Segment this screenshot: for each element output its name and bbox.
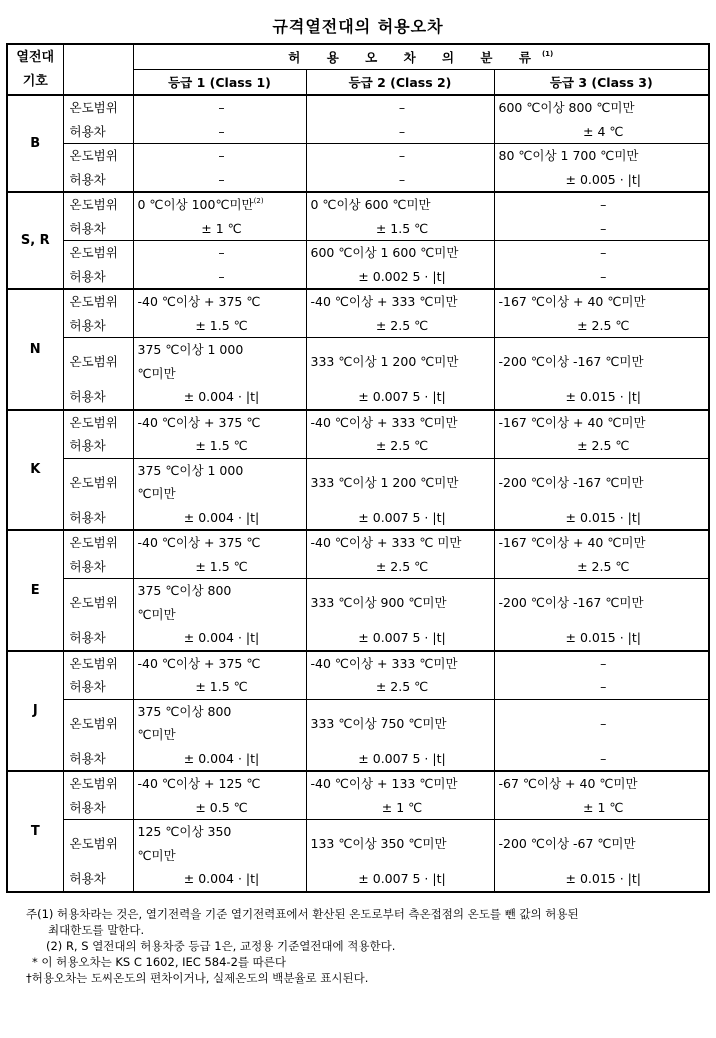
class1-cell — [133, 410, 306, 459]
range-value: ℃미만 — [137, 847, 176, 863]
range-value: – — [398, 100, 406, 115]
tolerance-value: ± 2.5 ℃ — [375, 438, 429, 453]
class3-cell — [494, 241, 709, 290]
category-header-text: 허 용 오 차 의 분 류 — [288, 50, 542, 65]
table-row — [7, 289, 709, 338]
table-row — [7, 458, 709, 530]
range-value: ℃미만 — [137, 606, 176, 622]
footnote-2: (2) R, S 열전대의 허용차중 등급 1은, 교정용 기준열전대에 적용한다. — [46, 939, 396, 953]
code-header — [7, 44, 63, 95]
tolerance-label: 허용차 — [69, 389, 106, 404]
row-labels — [63, 651, 133, 700]
class3-cell — [494, 338, 709, 410]
table-row — [7, 410, 709, 459]
range-value: -200 ℃이상 -167 ℃미만 — [498, 595, 644, 610]
tolerance-value: ± 0.004 · |t| — [183, 630, 260, 645]
range-value: -40 ℃이상 + 375 ℃ — [137, 535, 261, 550]
class3-cell — [494, 289, 709, 338]
row-labels — [63, 699, 133, 771]
class2-cell — [306, 651, 494, 700]
range-value: -67 ℃이상 + 40 ℃미만 — [498, 776, 638, 791]
class3-cell — [494, 820, 709, 892]
row-labels — [63, 579, 133, 651]
tolerance-value: – — [600, 750, 607, 766]
range-value: 333 ℃이상 1 200 ℃미만 — [310, 354, 459, 369]
tolerance-value: – — [600, 220, 607, 236]
class2-cell — [306, 338, 494, 410]
class3-cell — [494, 144, 709, 193]
tolerance-value: ± 0.004 · |t| — [183, 389, 260, 404]
tolerance-value: ± 0.002 5 · |t| — [358, 268, 446, 284]
tolerance-value: ± 2.5 ℃ — [577, 438, 630, 453]
class1-cell — [133, 771, 306, 820]
class1-cell — [133, 651, 306, 700]
tolerance-value: ± 2.5 ℃ — [375, 317, 429, 333]
tolerance-label: 허용차 — [69, 509, 106, 525]
class3-cell — [494, 458, 709, 530]
tolerance-label: 허용차 — [69, 171, 106, 187]
table-row — [7, 699, 709, 771]
class2-cell — [306, 144, 494, 193]
tolerance-value: ± 0.007 5 · |t| — [358, 389, 446, 404]
range-label: 온도범위 — [69, 414, 118, 430]
range-value: -200 ℃이상 -167 ℃미만 — [498, 474, 644, 490]
tolerance-value: ± 4 ℃ — [583, 123, 624, 139]
class2-cell — [306, 95, 494, 144]
class3-cell — [494, 530, 709, 579]
tolerance-value: ± 1.5 ℃ — [195, 679, 248, 694]
table-row — [7, 579, 709, 651]
range-value-with-note — [138, 193, 306, 217]
range-value: -200 ℃이상 -167 ℃미만 — [498, 354, 644, 369]
table-row — [7, 192, 709, 241]
range-label: 온도범위 — [69, 535, 118, 550]
class2-cell — [306, 530, 494, 579]
thermocouple-code: N — [7, 289, 63, 410]
class1-cell — [133, 579, 306, 651]
tolerance-value: ± 2.5 ℃ — [577, 317, 630, 333]
tolerance-value: ± 0.004 · |t| — [183, 750, 260, 766]
tolerance-value: ± 0.015 · |t| — [565, 509, 641, 525]
tolerance-value: ± 0.007 5 · |t| — [358, 871, 446, 886]
tolerance-label: 허용차 — [69, 123, 106, 139]
range-label: 온도범위 — [69, 197, 118, 212]
footnote-mark: (2) — [253, 197, 264, 205]
range-value: 80 ℃이상 1 700 ℃미만 — [498, 148, 639, 163]
category-header — [133, 44, 709, 70]
range-value: -40 ℃이상 + 375 ℃ — [137, 655, 261, 671]
range-value: 333 ℃이상 1 200 ℃미만 — [310, 474, 459, 490]
table-row — [7, 651, 709, 700]
tolerance-value: ± 0.004 · |t| — [183, 509, 260, 525]
class2-cell — [306, 820, 494, 892]
range-value: -40 ℃이상 + 333 ℃미만 — [310, 655, 458, 671]
tolerance-label: 허용차 — [69, 438, 106, 453]
footnote-1: 주(1) 허용차라는 것은, 열기전력을 기준 열기전력표에서 환산된 온도로부터 측온접점의 온도를 뺀 값의 허용된 — [26, 907, 579, 921]
class1-cell — [133, 338, 306, 410]
tolerance-value: ± 0.5 ℃ — [195, 799, 248, 815]
range-value: – — [600, 245, 607, 260]
range-value: -40 ℃이상 + 125 ℃ — [137, 776, 261, 791]
class2-cell — [306, 410, 494, 459]
footnote-1-cont: 최대한도를 말한다. — [48, 923, 145, 937]
range-value: – — [218, 245, 225, 260]
class1-cell — [133, 241, 306, 290]
range-value: 0 ℃이상 100℃미만 — [137, 197, 254, 212]
row-labels — [63, 410, 133, 459]
table-row — [7, 144, 709, 193]
range-value: – — [398, 148, 406, 163]
range-value: 333 ℃이상 750 ℃미만 — [310, 715, 447, 731]
footnote-standard: * 이 허용오차는 KS C 1602, IEC 584-2를 따른다 — [32, 955, 286, 969]
range-value: -40 ℃이상 + 375 ℃ — [137, 414, 261, 430]
footnote-dagger: †허용오차는 도씨온도의 편차이거나, 실제온도의 백분율로 표시된다. — [26, 971, 369, 985]
tolerance-table — [6, 43, 710, 893]
row-labels — [63, 241, 133, 290]
range-value: 600 ℃이상 1 600 ℃미만 — [310, 245, 459, 260]
range-label: 온도범위 — [69, 836, 118, 851]
header-class3: 등급 3 (Class 3) — [494, 70, 709, 96]
table-row — [7, 338, 709, 410]
range-value: -40 ℃이상 + 133 ℃미만 — [310, 776, 458, 791]
range-value: 133 ℃이상 350 ℃미만 — [310, 836, 447, 851]
tolerance-value: ± 1 ℃ — [201, 220, 242, 236]
class3-cell — [494, 95, 709, 144]
tolerance-value: – — [398, 171, 406, 187]
range-value: ℃미만 — [137, 727, 176, 742]
class1-cell — [133, 144, 306, 193]
range-label: 온도범위 — [69, 245, 118, 260]
page-title: 규격열전대의 허용오차 — [272, 17, 444, 36]
class3-cell — [494, 192, 709, 241]
row-labels — [63, 144, 133, 193]
range-label: 온도범위 — [69, 474, 118, 490]
range-value: -40 ℃이상 + 333 ℃미만 — [310, 294, 458, 309]
range-value: 375 ℃이상 1 000 — [137, 342, 244, 357]
class3-cell — [494, 699, 709, 771]
row-labels — [63, 338, 133, 410]
tolerance-value: ± 0.005 · |t| — [565, 171, 641, 187]
range-value: 375 ℃이상 1 000 — [137, 462, 244, 478]
range-value: 600 ℃이상 800 ℃미만 — [498, 100, 635, 115]
tolerance-label: 허용차 — [69, 799, 106, 815]
tolerance-value: – — [218, 123, 225, 139]
range-value: 375 ℃이상 800 — [137, 583, 232, 598]
label-header — [63, 44, 133, 95]
tolerance-label: 허용차 — [69, 679, 106, 694]
tolerance-value: – — [218, 268, 225, 284]
class2-cell — [306, 771, 494, 820]
class3-cell — [494, 579, 709, 651]
range-value: – — [600, 715, 607, 731]
range-value: 125 ℃이상 350 — [137, 824, 232, 839]
range-label: 온도범위 — [69, 100, 118, 115]
row-labels — [63, 820, 133, 892]
thermocouple-code: E — [7, 530, 63, 651]
range-value: ℃미만 — [137, 486, 176, 501]
thermocouple-code: B — [7, 95, 63, 192]
range-value: -40 ℃이상 + 375 ℃ — [137, 294, 261, 309]
range-value: -200 ℃이상 -67 ℃미만 — [498, 836, 636, 851]
header-class1: 등급 1 (Class 1) — [133, 70, 306, 96]
tolerance-value: – — [398, 123, 406, 139]
tolerance-value: ± 0.015 · |t| — [565, 389, 641, 404]
tolerance-value: ± 0.004 · |t| — [183, 871, 260, 886]
tolerance-label: 허용차 — [69, 750, 106, 766]
class3-cell — [494, 771, 709, 820]
tolerance-label: 허용차 — [69, 558, 106, 574]
tolerance-value: ± 0.015 · |t| — [565, 630, 641, 645]
tolerance-value: ± 2.5 ℃ — [577, 558, 630, 574]
table-row — [7, 241, 709, 290]
range-label: 온도범위 — [69, 655, 118, 671]
class1-cell — [133, 289, 306, 338]
range-label: 온도범위 — [69, 776, 118, 791]
table-row — [7, 530, 709, 579]
code-header-line2: 기호 — [22, 73, 48, 89]
range-value: – — [218, 148, 225, 163]
class3-cell — [494, 410, 709, 459]
class2-cell — [306, 241, 494, 290]
tolerance-value: ± 1.5 ℃ — [375, 220, 429, 236]
range-label: 온도범위 — [69, 294, 118, 309]
row-labels — [63, 771, 133, 820]
class2-cell — [306, 289, 494, 338]
range-label: 온도범위 — [69, 354, 118, 369]
class3-cell — [494, 651, 709, 700]
class2-cell — [306, 699, 494, 771]
tolerance-value: – — [600, 268, 607, 284]
tolerance-label: 허용차 — [69, 317, 106, 333]
range-value: -167 ℃이상 + 40 ℃미만 — [498, 294, 646, 309]
class1-cell — [133, 95, 306, 144]
header-class2: 등급 2 (Class 2) — [306, 70, 494, 96]
range-value: 333 ℃이상 900 ℃미만 — [310, 595, 447, 610]
tolerance-label: 허용차 — [69, 220, 106, 236]
range-value: 375 ℃이상 800 — [137, 703, 232, 719]
range-value: -167 ℃이상 + 40 ℃미만 — [498, 535, 646, 550]
table-row — [7, 820, 709, 892]
table-row — [7, 771, 709, 820]
class2-cell — [306, 458, 494, 530]
tolerance-value: ± 0.007 5 · |t| — [358, 750, 446, 766]
row-labels — [63, 458, 133, 530]
table-row — [7, 95, 709, 144]
range-value: ℃미만 — [137, 365, 176, 381]
class1-cell — [133, 699, 306, 771]
thermocouple-code: T — [7, 771, 63, 892]
tolerance-value: – — [218, 171, 225, 187]
range-value: -40 ℃이상 + 333 ℃미만 — [310, 414, 458, 430]
range-value: – — [218, 100, 225, 115]
tolerance-value: ± 1.5 ℃ — [195, 558, 248, 574]
tolerance-value: ± 0.007 5 · |t| — [358, 509, 446, 525]
class1-cell — [133, 192, 306, 241]
class1-cell — [133, 530, 306, 579]
tolerance-value: ± 1 ℃ — [583, 799, 624, 815]
range-value: – — [600, 655, 607, 671]
class1-cell — [133, 820, 306, 892]
class2-cell — [306, 192, 494, 241]
footnotes — [26, 906, 708, 986]
tolerance-value: ± 2.5 ℃ — [375, 679, 429, 694]
tolerance-value: ± 1.5 ℃ — [195, 317, 248, 333]
thermocouple-code: S, R — [7, 192, 63, 289]
range-value: -167 ℃이상 + 40 ℃미만 — [498, 414, 646, 430]
range-value: -40 ℃이상 + 333 ℃ 미만 — [310, 535, 462, 550]
tolerance-label: 허용차 — [69, 268, 106, 284]
row-labels — [63, 95, 133, 144]
range-value: 0 ℃이상 600 ℃미만 — [310, 197, 431, 212]
thermocouple-code: K — [7, 410, 63, 531]
thermocouple-code: J — [7, 651, 63, 772]
class2-cell — [306, 579, 494, 651]
tolerance-value: – — [600, 679, 607, 694]
tolerance-label: 허용차 — [69, 871, 106, 886]
tolerance-value: ± 2.5 ℃ — [375, 558, 429, 574]
tolerance-value: ± 1.5 ℃ — [195, 438, 248, 453]
row-labels — [63, 530, 133, 579]
tolerance-value: ± 0.007 5 · |t| — [358, 630, 446, 645]
row-labels — [63, 192, 133, 241]
class1-cell — [133, 458, 306, 530]
range-label: 온도범위 — [69, 715, 118, 731]
row-labels — [63, 289, 133, 338]
range-value: – — [600, 197, 607, 212]
tolerance-label: 허용차 — [69, 630, 106, 645]
tolerance-value: ± 1 ℃ — [381, 799, 423, 815]
tolerance-value: ± 0.015 · |t| — [565, 871, 641, 886]
category-footnote-mark: (1) — [541, 50, 554, 58]
range-label: 온도범위 — [69, 595, 118, 610]
range-label: 온도범위 — [69, 148, 118, 163]
code-header-line1: 열전대 — [16, 50, 55, 65]
